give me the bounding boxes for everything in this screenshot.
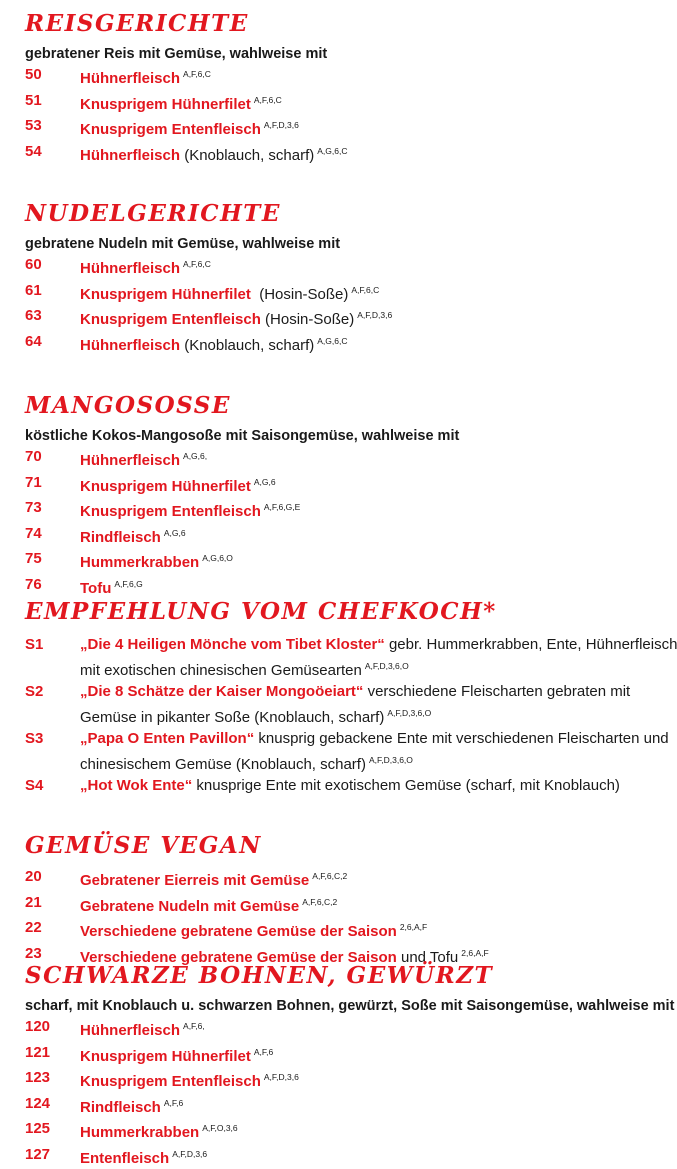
menu-item[interactable] bbox=[25, 548, 618, 574]
item-number: 60 bbox=[25, 254, 42, 276]
allergen-codes: A,F,D,3,6,O bbox=[387, 708, 431, 718]
item-name: Knusprigem Entenfleisch bbox=[80, 1073, 261, 1090]
menu-item[interactable] bbox=[25, 1093, 618, 1119]
menu-item[interactable] bbox=[25, 331, 618, 357]
allergen-codes: A,F,6,C bbox=[254, 95, 282, 105]
menu-item[interactable] bbox=[25, 497, 618, 523]
item-name: Hummerkrabben bbox=[80, 554, 199, 571]
item-number: 74 bbox=[25, 523, 42, 545]
item-extra: (Hosin-Soße) bbox=[251, 286, 349, 303]
item-number: S4 bbox=[25, 775, 43, 797]
item-name: Gebratener Eierreis mit Gemüse bbox=[80, 872, 309, 889]
allergen-codes: A,F,6 bbox=[254, 1047, 273, 1057]
item-name: Hühnerfleisch bbox=[80, 260, 180, 277]
item-description-line2: Gemüse in pikanter Soße (Knoblauch, scharf) bbox=[80, 709, 384, 726]
item-number: 127 bbox=[25, 1144, 50, 1166]
item-name: Hühnerfleisch bbox=[80, 337, 180, 354]
recommendation-item[interactable] bbox=[25, 681, 618, 728]
allergen-codes: A,F,6, bbox=[183, 1021, 205, 1031]
menu-item[interactable] bbox=[25, 1144, 618, 1169]
section-title: SCHWARZE BOHNEN, GEWÜRZT bbox=[25, 962, 618, 990]
item-number: 75 bbox=[25, 548, 42, 570]
menu-item[interactable] bbox=[25, 1042, 618, 1068]
item-name: „Papa O Enten Pavillon“ bbox=[80, 730, 254, 747]
menu-item[interactable] bbox=[25, 892, 618, 918]
allergen-codes: A,F,D,3,6 bbox=[264, 1072, 299, 1082]
menu-item[interactable] bbox=[25, 305, 618, 331]
menu-item[interactable] bbox=[25, 574, 618, 600]
item-number: 53 bbox=[25, 115, 42, 137]
allergen-codes: A,F,6,G bbox=[114, 579, 142, 589]
allergen-codes: A,G,6, bbox=[183, 451, 207, 461]
allergen-codes: A,F,6,G,E bbox=[264, 502, 300, 512]
allergen-codes: A,F,D,3,6 bbox=[264, 120, 299, 130]
menu-item[interactable] bbox=[25, 115, 618, 141]
item-name: Knusprigem Entenfleisch bbox=[80, 121, 261, 138]
allergen-codes: A,F,D,3,6 bbox=[172, 1149, 207, 1159]
section-empfehlung bbox=[25, 598, 618, 797]
item-number: 125 bbox=[25, 1118, 50, 1140]
item-number: 51 bbox=[25, 90, 42, 112]
item-number: 76 bbox=[25, 574, 42, 596]
item-description-line1: verschiedene Fleischarten gebraten mit bbox=[363, 683, 630, 700]
item-list bbox=[25, 254, 618, 356]
item-name: Hühnerfleisch bbox=[80, 452, 180, 469]
menu-item[interactable] bbox=[25, 90, 618, 116]
section-schwarze-bohnen bbox=[25, 962, 618, 1169]
item-description-line1: knusprig gebackene Ente mit verschiedenen Fleischarten und bbox=[254, 730, 668, 747]
item-name: Hühnerfleisch bbox=[80, 147, 180, 164]
section-title: NUDELGERICHTE bbox=[25, 200, 618, 228]
recommendation-item[interactable] bbox=[25, 775, 618, 797]
item-number: 23 bbox=[25, 943, 42, 965]
item-list bbox=[25, 866, 618, 968]
section-description: gebratene Nudeln mit Gemüse, wahlweise mit bbox=[25, 234, 618, 254]
item-number: 71 bbox=[25, 472, 42, 494]
section-mangososse bbox=[25, 392, 618, 599]
item-name: Knusprigem Hühnerfilet bbox=[80, 286, 251, 303]
menu-item[interactable] bbox=[25, 254, 618, 280]
menu-item[interactable] bbox=[25, 1067, 618, 1093]
item-name: Knusprigem Hühnerfilet bbox=[80, 478, 251, 495]
item-number: 54 bbox=[25, 141, 42, 163]
menu-item[interactable] bbox=[25, 866, 618, 892]
item-name: Hühnerfleisch bbox=[80, 1022, 180, 1039]
item-name: Hühnerfleisch bbox=[80, 70, 180, 87]
item-number: 63 bbox=[25, 305, 42, 327]
item-number: 64 bbox=[25, 331, 42, 353]
item-number: 124 bbox=[25, 1093, 50, 1115]
section-title: GEMÜSE VEGAN bbox=[25, 832, 618, 860]
allergen-codes: A,F,6,C bbox=[351, 285, 379, 295]
allergen-codes: 2,6,A,F bbox=[461, 948, 488, 958]
item-description-line1: knusprige Ente mit exotischem Gemüse (scharf, mit Knoblauch) bbox=[192, 777, 620, 794]
allergen-codes: A,F,D,3,6 bbox=[357, 310, 392, 320]
item-number: 121 bbox=[25, 1042, 50, 1064]
menu-item[interactable] bbox=[25, 1016, 618, 1042]
recommendation-item[interactable] bbox=[25, 634, 618, 681]
menu-item[interactable] bbox=[25, 472, 618, 498]
item-name: „Die 8 Schätze der Kaiser Mongoöeiart“ bbox=[80, 683, 363, 700]
allergen-codes: 2,6,A,F bbox=[400, 922, 427, 932]
item-name: Rindfleisch bbox=[80, 1099, 161, 1116]
allergen-codes: A,G,6 bbox=[164, 528, 186, 538]
allergen-codes: A,G,6 bbox=[254, 477, 276, 487]
section-nudelgerichte bbox=[25, 200, 618, 356]
item-name: „Die 4 Heiligen Mönche vom Tibet Kloster“ bbox=[80, 636, 385, 653]
section-title: MANGOSOSSE bbox=[25, 392, 618, 420]
item-name: Knusprigem Entenfleisch bbox=[80, 503, 261, 520]
menu-item[interactable] bbox=[25, 917, 618, 943]
allergen-codes: A,G,6,C bbox=[317, 336, 347, 346]
item-name: Knusprigem Hühnerfilet bbox=[80, 1048, 251, 1065]
recommendation-item[interactable] bbox=[25, 728, 618, 775]
menu-item[interactable] bbox=[25, 523, 618, 549]
item-extra: (Hosin-Soße) bbox=[261, 311, 354, 328]
item-number: 70 bbox=[25, 446, 42, 468]
item-description-line1: gebr. Hummerkrabben, Ente, Hühnerfleisch bbox=[385, 636, 677, 653]
item-number: S2 bbox=[25, 681, 43, 703]
item-name: Gebratene Nudeln mit Gemüse bbox=[80, 898, 299, 915]
item-number: 21 bbox=[25, 892, 42, 914]
item-number: 123 bbox=[25, 1067, 50, 1089]
item-name: Verschiedene gebratene Gemüse der Saison bbox=[80, 923, 397, 940]
item-number: 20 bbox=[25, 866, 42, 888]
section-reisgerichte bbox=[25, 10, 618, 166]
item-description-line2: chinesischem Gemüse (Knoblauch, scharf) bbox=[80, 756, 366, 773]
item-extra: (Knoblauch, scharf) bbox=[180, 337, 314, 354]
item-number: S1 bbox=[25, 634, 43, 656]
item-number: 50 bbox=[25, 64, 42, 86]
section-description: scharf, mit Knoblauch u. schwarzen Bohnen, gewürzt, Soße mit Saisongemüse, wahlweise mit bbox=[25, 996, 618, 1016]
item-name: Hummerkrabben bbox=[80, 1124, 199, 1141]
allergen-codes: A,G,6,O bbox=[202, 553, 233, 563]
item-number: 73 bbox=[25, 497, 42, 519]
item-list bbox=[25, 64, 618, 166]
item-number: S3 bbox=[25, 728, 43, 750]
allergen-codes: A,F,6,C bbox=[183, 69, 211, 79]
allergen-codes: A,F,D,3,6,O bbox=[369, 755, 413, 765]
item-name: Rindfleisch bbox=[80, 529, 161, 546]
section-description: köstliche Kokos-Mangosoße mit Saisongemüse, wahlweise mit bbox=[25, 426, 618, 446]
item-list bbox=[25, 1016, 618, 1169]
item-name: Entenfleisch bbox=[80, 1150, 169, 1167]
item-number: 120 bbox=[25, 1016, 50, 1038]
section-gemuese-vegan bbox=[25, 832, 618, 968]
allergen-codes: A,F,6 bbox=[164, 1098, 183, 1108]
menu-item[interactable] bbox=[25, 280, 618, 306]
allergen-codes: A,F,O,3,6 bbox=[202, 1123, 237, 1133]
item-list bbox=[25, 446, 618, 599]
menu-item[interactable] bbox=[25, 1118, 618, 1144]
item-name: Knusprigem Entenfleisch bbox=[80, 311, 261, 328]
item-list bbox=[25, 634, 618, 797]
allergen-codes: A,F,6,C bbox=[183, 259, 211, 269]
section-title: EMPFEHLUNG VOM CHEFKOCH* bbox=[25, 598, 618, 626]
item-name: „Hot Wok Ente“ bbox=[80, 777, 192, 794]
section-title: REISGERICHTE bbox=[25, 10, 618, 38]
item-extra: und Tofu bbox=[397, 949, 458, 966]
item-extra: (Knoblauch, scharf) bbox=[180, 147, 314, 164]
allergen-codes: A,F,D,3,6,O bbox=[365, 661, 409, 671]
item-name: Tofu bbox=[80, 580, 111, 597]
allergen-codes: A,F,6,C,2 bbox=[312, 871, 347, 881]
menu-item[interactable] bbox=[25, 64, 618, 90]
item-number: 22 bbox=[25, 917, 42, 939]
item-name: Knusprigem Hühnerfilet bbox=[80, 96, 251, 113]
item-name: Verschiedene gebratene Gemüse der Saison bbox=[80, 949, 397, 966]
section-description: gebratener Reis mit Gemüse, wahlweise mit bbox=[25, 44, 618, 64]
item-number: 61 bbox=[25, 280, 42, 302]
allergen-codes: A,F,6,C,2 bbox=[302, 897, 337, 907]
item-description-line2: mit exotischen chinesischen Gemüsearten bbox=[80, 662, 362, 679]
menu-item[interactable] bbox=[25, 446, 618, 472]
allergen-codes: A,G,6,C bbox=[317, 146, 347, 156]
menu-item[interactable] bbox=[25, 141, 618, 167]
